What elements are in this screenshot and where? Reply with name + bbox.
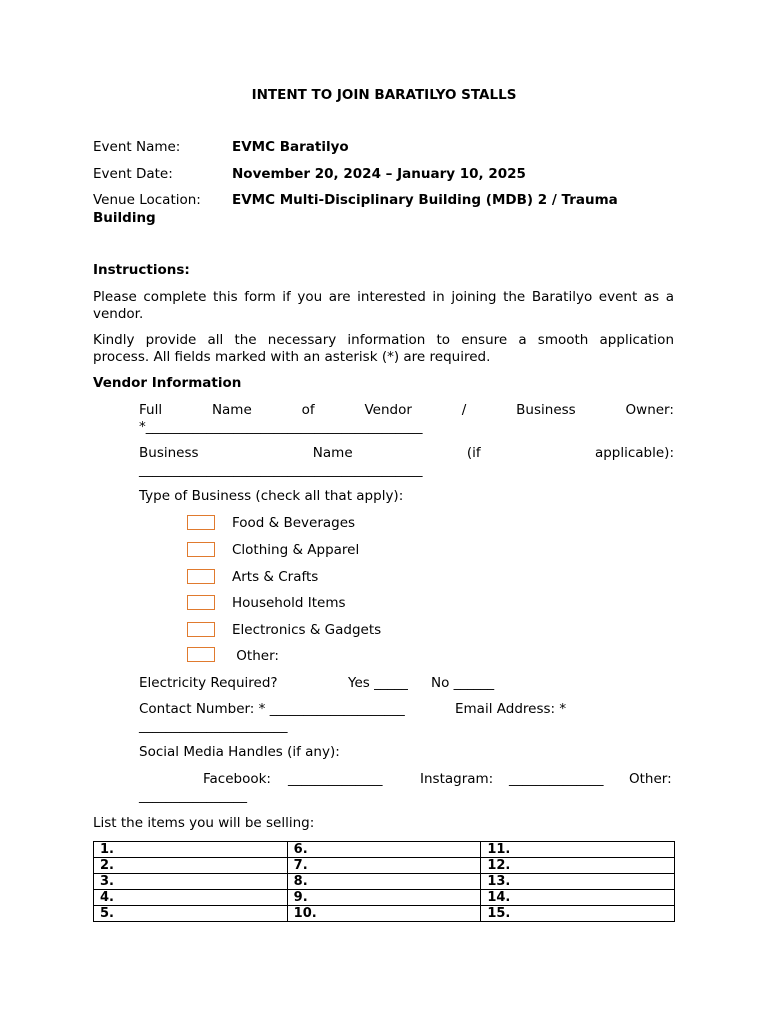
email-field[interactable]: ______________________ bbox=[139, 718, 288, 734]
household-items-label: Household Items bbox=[232, 595, 346, 611]
venue-value-line2: Building bbox=[93, 210, 156, 226]
item-cell[interactable]: 4. bbox=[94, 890, 288, 906]
business-name-field[interactable]: __________________________________________ bbox=[139, 462, 423, 478]
event-name-label: Event Name: bbox=[93, 139, 181, 155]
item-cell[interactable]: 7. bbox=[287, 858, 481, 874]
full-name-word: Name bbox=[211, 402, 252, 418]
items-table bbox=[93, 841, 675, 922]
food-beverages-checkbox[interactable] bbox=[187, 515, 215, 530]
table-row bbox=[94, 842, 675, 858]
electronics-gadgets-checkbox[interactable] bbox=[187, 622, 215, 637]
household-items-checkbox[interactable] bbox=[187, 595, 215, 610]
event-name-value: EVMC Baratilyo bbox=[232, 139, 349, 155]
table-row bbox=[94, 874, 675, 890]
item-cell[interactable]: 9. bbox=[287, 890, 481, 906]
full-name-label bbox=[139, 402, 674, 418]
business-name-word: (if bbox=[466, 445, 481, 461]
electricity-label: Electricity Required? bbox=[139, 675, 278, 691]
electricity-no-field[interactable]: No ______ bbox=[431, 675, 495, 691]
instagram-label: Instagram: bbox=[420, 771, 494, 787]
arts-crafts-checkbox[interactable] bbox=[187, 569, 215, 584]
email-label: Email Address: * bbox=[455, 701, 567, 717]
item-cell[interactable]: 12. bbox=[481, 858, 675, 874]
instructions-p1-text: Please complete this form if you are interested in joining the Baratilyo event as a bbox=[93, 289, 674, 305]
business-type-label: Type of Business (check all that apply): bbox=[139, 488, 404, 504]
items-list-label: List the items you will be selling: bbox=[93, 815, 315, 831]
item-cell[interactable]: 13. bbox=[481, 874, 675, 890]
electricity-yes-field[interactable]: Yes _____ bbox=[348, 675, 408, 691]
facebook-label: Facebook: bbox=[203, 771, 271, 787]
contact-number-field[interactable]: Contact Number: * ____________________ bbox=[139, 701, 405, 717]
vendor-info-heading: Vendor Information bbox=[93, 375, 242, 391]
item-cell[interactable]: 8. bbox=[287, 874, 481, 890]
business-name-word: Business bbox=[139, 445, 199, 461]
instructions-p2-line2: process. All fields marked with an asterisk (*) are required. bbox=[93, 349, 491, 365]
form-title: INTENT TO JOIN BARATILYO STALLS bbox=[251, 87, 517, 103]
item-cell[interactable]: 2. bbox=[94, 858, 288, 874]
item-cell[interactable]: 14. bbox=[481, 890, 675, 906]
other-social-field[interactable]: ________________ bbox=[139, 788, 247, 804]
item-cell[interactable]: 3. bbox=[94, 874, 288, 890]
item-cell[interactable]: 11. bbox=[481, 842, 675, 858]
business-name-label bbox=[139, 445, 674, 461]
table-row bbox=[94, 858, 675, 874]
item-cell[interactable]: 1. bbox=[94, 842, 288, 858]
social-media-label: Social Media Handles (if any): bbox=[139, 744, 340, 760]
full-name-word: Full bbox=[139, 402, 163, 418]
clothing-apparel-label: Clothing & Apparel bbox=[232, 542, 360, 558]
business-name-word: Name bbox=[312, 445, 353, 461]
instructions-p1-line1 bbox=[93, 289, 674, 305]
full-name-word: / bbox=[461, 402, 467, 418]
clothing-apparel-checkbox[interactable] bbox=[187, 542, 215, 557]
event-date-value: November 20, 2024 – January 10, 2025 bbox=[232, 166, 526, 182]
item-cell[interactable]: 6. bbox=[287, 842, 481, 858]
facebook-field[interactable]: ______________ bbox=[288, 771, 383, 787]
venue-value-line1: EVMC Multi-Disciplinary Building (MDB) 2 / Trauma bbox=[232, 192, 618, 208]
event-date-label: Event Date: bbox=[93, 166, 173, 182]
instructions-p1-line2: vendor. bbox=[93, 306, 144, 322]
instagram-field[interactable]: ______________ bbox=[509, 771, 604, 787]
full-name-word: Business bbox=[516, 402, 576, 418]
item-cell[interactable]: 15. bbox=[481, 906, 675, 922]
item-cell[interactable]: 10. bbox=[287, 906, 481, 922]
full-name-word: Vendor bbox=[364, 402, 412, 418]
full-name-field[interactable]: *_________________________________________ bbox=[139, 419, 423, 435]
instructions-p2-text: Kindly provide all the necessary information to ensure a smooth application bbox=[93, 332, 674, 348]
table-row bbox=[94, 906, 675, 922]
other-checkbox[interactable] bbox=[187, 647, 215, 662]
table-row bbox=[94, 890, 675, 906]
business-name-word: applicable): bbox=[594, 445, 674, 461]
arts-crafts-label: Arts & Crafts bbox=[232, 569, 319, 585]
full-name-word: Owner: bbox=[625, 402, 674, 418]
instructions-p2-line1 bbox=[93, 332, 674, 348]
other-social-label: Other: bbox=[629, 771, 672, 787]
other-label: Other: bbox=[232, 648, 279, 664]
food-beverages-label: Food & Beverages bbox=[232, 515, 356, 531]
item-cell[interactable]: 5. bbox=[94, 906, 288, 922]
full-name-word: of bbox=[301, 402, 315, 418]
venue-label: Venue Location: bbox=[93, 192, 201, 208]
instructions-heading: Instructions: bbox=[93, 262, 190, 278]
electronics-gadgets-label: Electronics & Gadgets bbox=[232, 622, 382, 638]
